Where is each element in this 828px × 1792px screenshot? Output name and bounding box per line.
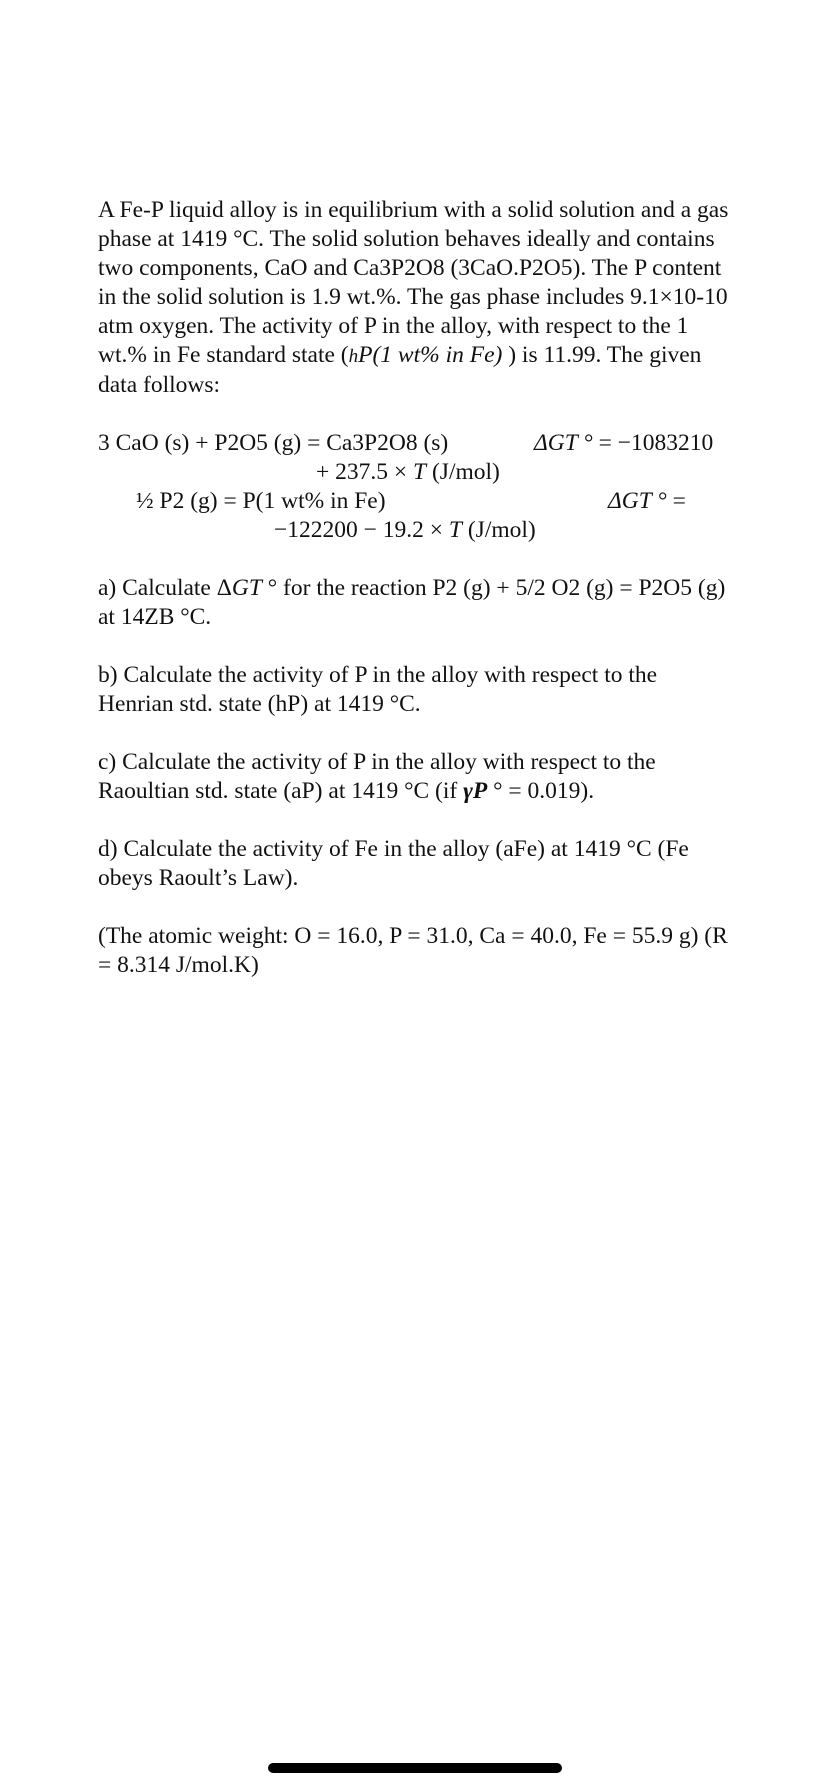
intro-text: A Fe-P liquid alloy is in equilibrium with a solid solution and a gas phase at 1419 °C. The solid solution behaves ideally and contains two components, CaO and Ca3P2O8 (3CaO.P2O5). The P content in the solid solution is 1.9 wt.%. The gas phase includes 9.1×10-10 atm oxygen. The activity of P in the alloy, with respect to the 1 wt.% in Fe standard state (	[98, 197, 729, 368]
dg-value: =	[666, 488, 686, 514]
equation-1-continuation	[316, 458, 500, 487]
unit: (J/mol)	[426, 459, 500, 485]
home-indicator[interactable]	[268, 1763, 562, 1773]
equation-1-reaction: 3 CaO (s) + P2O5 (g) = Ca3P2O8 (s)	[98, 430, 449, 456]
intro-h-symbol: h	[348, 346, 359, 367]
dg-term: + 237.5 ×	[316, 459, 414, 485]
gamma-symbol: γP	[463, 778, 488, 804]
intro-p-subscript: P(1 wt% in Fe)	[358, 342, 503, 368]
problem-intro	[98, 196, 738, 400]
part-c-text: c) Calculate the activity of P in the alloy with respect to the Raoultian std. state (aP) at 1419 °C (if	[98, 749, 656, 804]
problem-document	[98, 196, 738, 1009]
part-c	[98, 748, 738, 806]
constants-note: (The atomic weight: O = 16.0, P = 31.0, Ca = 40.0, Fe = 55.9 g) (R = 8.314 J/mol.K)	[98, 923, 728, 978]
part-a-text-end: ° for the reaction P2 (g) + 5/2 O2 (g) = P2O5 (g) at 14ZB °C.	[98, 575, 726, 630]
part-c-text-end: ° = 0.019).	[487, 778, 595, 804]
dg-symbol: ΔGT °	[534, 430, 593, 456]
part-a	[98, 574, 738, 632]
dg-value: = −1083210	[592, 430, 714, 456]
part-d: d) Calculate the activity of Fe in the alloy (aFe) at 1419 °C (Fe obeys Raoult’s Law).	[98, 836, 689, 891]
intro-text-end: ) is 11.99. The given data follows:	[98, 342, 702, 398]
gt-symbol: GT	[231, 575, 262, 601]
equation-2-continuation	[274, 516, 536, 545]
unit: (J/mol)	[461, 517, 536, 543]
part-b: b) Calculate the activity of P in the alloy with respect to the Henrian std. state (hP) at 1419 °C.	[98, 662, 658, 717]
part-a-text: a) Calculate Δ	[98, 575, 232, 601]
equation-1-dg	[534, 429, 713, 458]
dg-symbol: ΔGT °	[608, 488, 667, 514]
equation-2-dg	[608, 487, 686, 516]
temperature-symbol: T	[413, 459, 427, 485]
equation-2-reaction: ½ P2 (g) = P(1 wt% in Fe)	[136, 488, 386, 514]
dg-term: −122200 − 19.2 ×	[274, 517, 449, 543]
given-equations	[98, 429, 738, 545]
temperature-symbol: T	[448, 517, 462, 543]
